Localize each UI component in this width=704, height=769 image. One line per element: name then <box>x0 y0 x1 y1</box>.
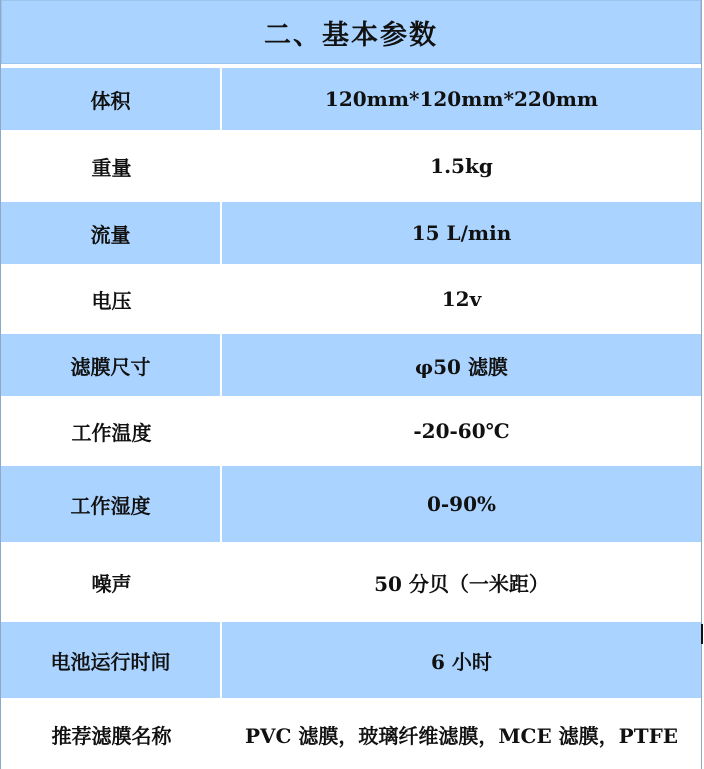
table-row-filter-size <box>1 332 701 398</box>
row-value: -20-60℃ <box>413 419 510 443</box>
row-value: φ50 滤膜 <box>415 354 508 379</box>
row-label: 体积 <box>1 68 222 130</box>
row-value: 12v <box>441 287 482 311</box>
table-row-noise <box>1 544 701 620</box>
table-row-battery-runtime <box>1 620 701 700</box>
row-value: 50 分贝（一米距） <box>374 571 549 596</box>
row-label: 推荐滤膜名称 <box>51 724 172 748</box>
row-label: 工作湿度 <box>1 466 222 542</box>
row-value: 15 L/min <box>411 221 512 245</box>
table-row-flow <box>1 200 701 266</box>
row-label: 噪声 <box>91 571 132 596</box>
row-label: 流量 <box>1 202 222 264</box>
table-row-recommended-filters <box>1 700 701 769</box>
table-row-volume <box>1 66 701 132</box>
row-value: 6 小时 <box>431 649 492 674</box>
table-title: 二、基本参数 <box>1 0 701 64</box>
row-label: 电压 <box>91 288 132 313</box>
row-label: 电池运行时间 <box>1 622 222 698</box>
table-row-operating-temperature <box>1 398 701 464</box>
row-label: 重量 <box>91 155 132 180</box>
row-label: 工作温度 <box>71 420 152 445</box>
row-value: 1.5kg <box>430 154 493 178</box>
row-value: 120mm*120mm*220mm <box>324 87 599 111</box>
row-value: 0-90% <box>426 492 497 516</box>
row-label: 滤膜尺寸 <box>1 334 222 396</box>
table-row-voltage <box>1 266 701 332</box>
table-row-operating-humidity <box>1 464 701 544</box>
row-value: PVC 滤膜，玻璃纤维滤膜，MCE 滤膜，PTFE <box>244 724 679 748</box>
edge-mark <box>701 624 703 644</box>
table-row-weight <box>1 132 701 200</box>
